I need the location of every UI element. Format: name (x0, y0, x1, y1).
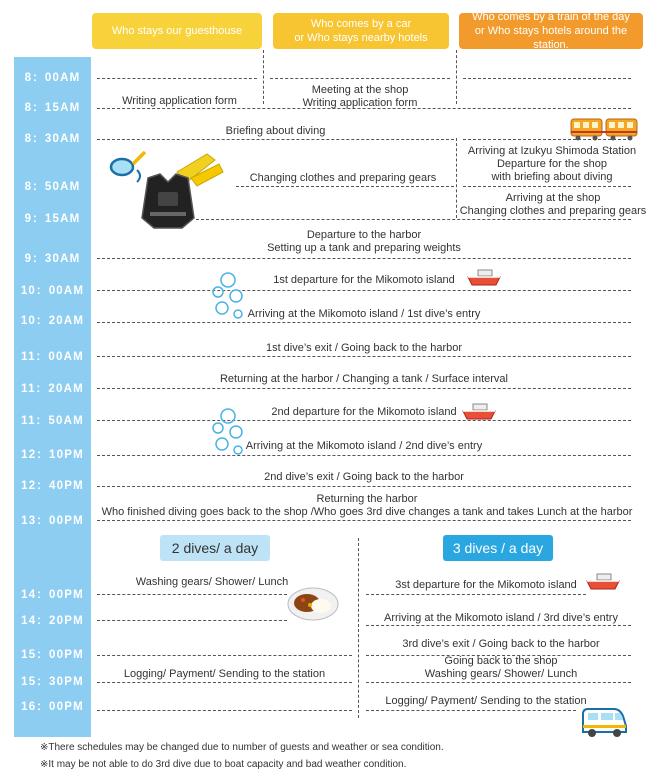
event-writing-application: Writing application form (122, 95, 237, 107)
time-label: 10：20AM (20, 315, 85, 327)
time-label: 11：00AM (21, 351, 84, 363)
row-line (97, 620, 287, 621)
row-line (97, 486, 631, 487)
event-changing-clothes: Changing clothes and preparing gears (249, 172, 437, 184)
train-icon (570, 116, 640, 142)
time-label: 12：10PM (21, 449, 84, 461)
time-label: 14：20PM (21, 615, 84, 627)
row-line (366, 594, 586, 595)
event-returning-the-harbor: Returning the harbor Who finished diving goes back to the shop /Who goes 3rd dive changes a tank and takes Lunch at the harbor (101, 493, 633, 518)
time-label: 15：30PM (21, 676, 84, 688)
time-label: 9：15AM (24, 213, 81, 225)
row-line (97, 455, 631, 456)
header-train: Who comes by a train of the day or Who stays hotels around the station. (459, 13, 643, 49)
boat-icon (466, 268, 502, 288)
row-line (196, 219, 631, 220)
row-line (236, 186, 454, 187)
bcd-vest-icon (138, 172, 198, 230)
event-briefing: Briefing about diving (225, 125, 326, 137)
event-logging-3dives: Logging/ Payment/ Sending to the station (385, 695, 587, 707)
time-label: 12：40PM (21, 480, 84, 492)
time-label: 8：50AM (24, 181, 81, 193)
event-arriving-shop: Arriving at the shop Changing clothes and preparing gears (459, 192, 647, 217)
time-label: 9：30AM (24, 253, 81, 265)
row-line (97, 420, 631, 421)
time-label: 10：00AM (20, 285, 85, 297)
row-line (366, 625, 631, 626)
van-icon (580, 706, 628, 740)
note-schedule-change: ※There schedules may be changed due to number of guests and weather or sea condition. (40, 742, 444, 753)
event-3rd-entry: Arriving at the Mikomoto island / 3rd dive’s entry (384, 612, 618, 624)
boat-icon (461, 402, 497, 422)
column-divider (358, 538, 359, 718)
event-1st-departure: 1st departure for the Mikomoto island (273, 274, 455, 286)
row-line (463, 78, 631, 79)
column-divider (456, 50, 457, 104)
event-2nd-entry: Arriving at the Mikomoto island / 2nd dive’s entry (245, 440, 483, 452)
timeline-bar (14, 57, 91, 737)
row-line (97, 388, 631, 389)
event-meeting: Meeting at the shop Writing application form (302, 84, 418, 109)
row-line (97, 139, 454, 140)
row-line (97, 356, 631, 357)
event-1st-entry: Arriving at the Mikomoto island / 1st dive’s entry (247, 308, 481, 320)
event-2nd-departure: 2nd departure for the Mikomoto island (271, 406, 457, 418)
event-arriving-izukyu: Arriving at Izukyu Shimoda Station Departure for the shop with briefing about diving (467, 145, 637, 183)
event-departure-harbor: Departure to the harbor Setting up a tank and preparing weights (267, 229, 461, 254)
event-logging-2dives: Logging/ Payment/ Sending to the station (123, 668, 326, 680)
header-guesthouse: Who stays our guesthouse (92, 13, 262, 49)
event-3rd-exit: 3rd dive’s exit / Going back to the harbor (402, 638, 600, 650)
event-washing-lunch: Washing gears/ Shower/ Lunch (135, 576, 289, 588)
row-line (97, 710, 352, 711)
time-label: 8：00AM (24, 72, 81, 84)
time-label: 8：30AM (24, 133, 81, 145)
note-3rd-dive: ※It may be not able to do 3rd dive due to boat capacity and bad weather condition. (40, 759, 407, 770)
event-going-back-shop: Going back to the shop Washing gears/ Shower/ Lunch (424, 655, 578, 680)
row-line (463, 186, 631, 187)
bubbles-icon (208, 406, 248, 462)
boat-icon (585, 572, 621, 592)
curry-plate-icon (287, 586, 339, 622)
row-line (97, 594, 287, 595)
row-line (97, 322, 631, 323)
time-label: 8：15AM (24, 102, 81, 114)
event-2nd-exit: 2nd dive’s exit / Going back to the harbor (264, 471, 464, 483)
bubbles-icon (208, 270, 248, 326)
row-line (270, 78, 450, 79)
event-3rd-departure: 3st departure for the Mikomoto island (395, 579, 577, 591)
row-line (97, 520, 631, 521)
event-returning-harbor: Returning at the harbor / Changing a tank / Surface interval (219, 373, 508, 385)
time-label: 11：50AM (21, 415, 84, 427)
time-label: 16：00PM (21, 701, 84, 713)
time-label: 11：20AM (21, 383, 84, 395)
row-line (97, 655, 352, 656)
time-label: 15：00PM (21, 649, 84, 661)
row-line (97, 78, 257, 79)
two-dives-label: 2 dives/ a day (160, 535, 270, 561)
row-line (97, 258, 631, 259)
column-divider (263, 50, 264, 104)
three-dives-label: 3 dives / a day (443, 535, 553, 561)
row-line (366, 710, 576, 711)
time-label: 13：00PM (21, 515, 84, 527)
header-car: Who comes by a car or Who stays nearby hotels (273, 13, 449, 49)
time-label: 14：00PM (21, 589, 84, 601)
row-line (366, 682, 631, 683)
event-1st-exit: 1st dive’s exit / Going back to the harbor (265, 342, 463, 354)
row-line (97, 682, 352, 683)
row-line (97, 290, 631, 291)
